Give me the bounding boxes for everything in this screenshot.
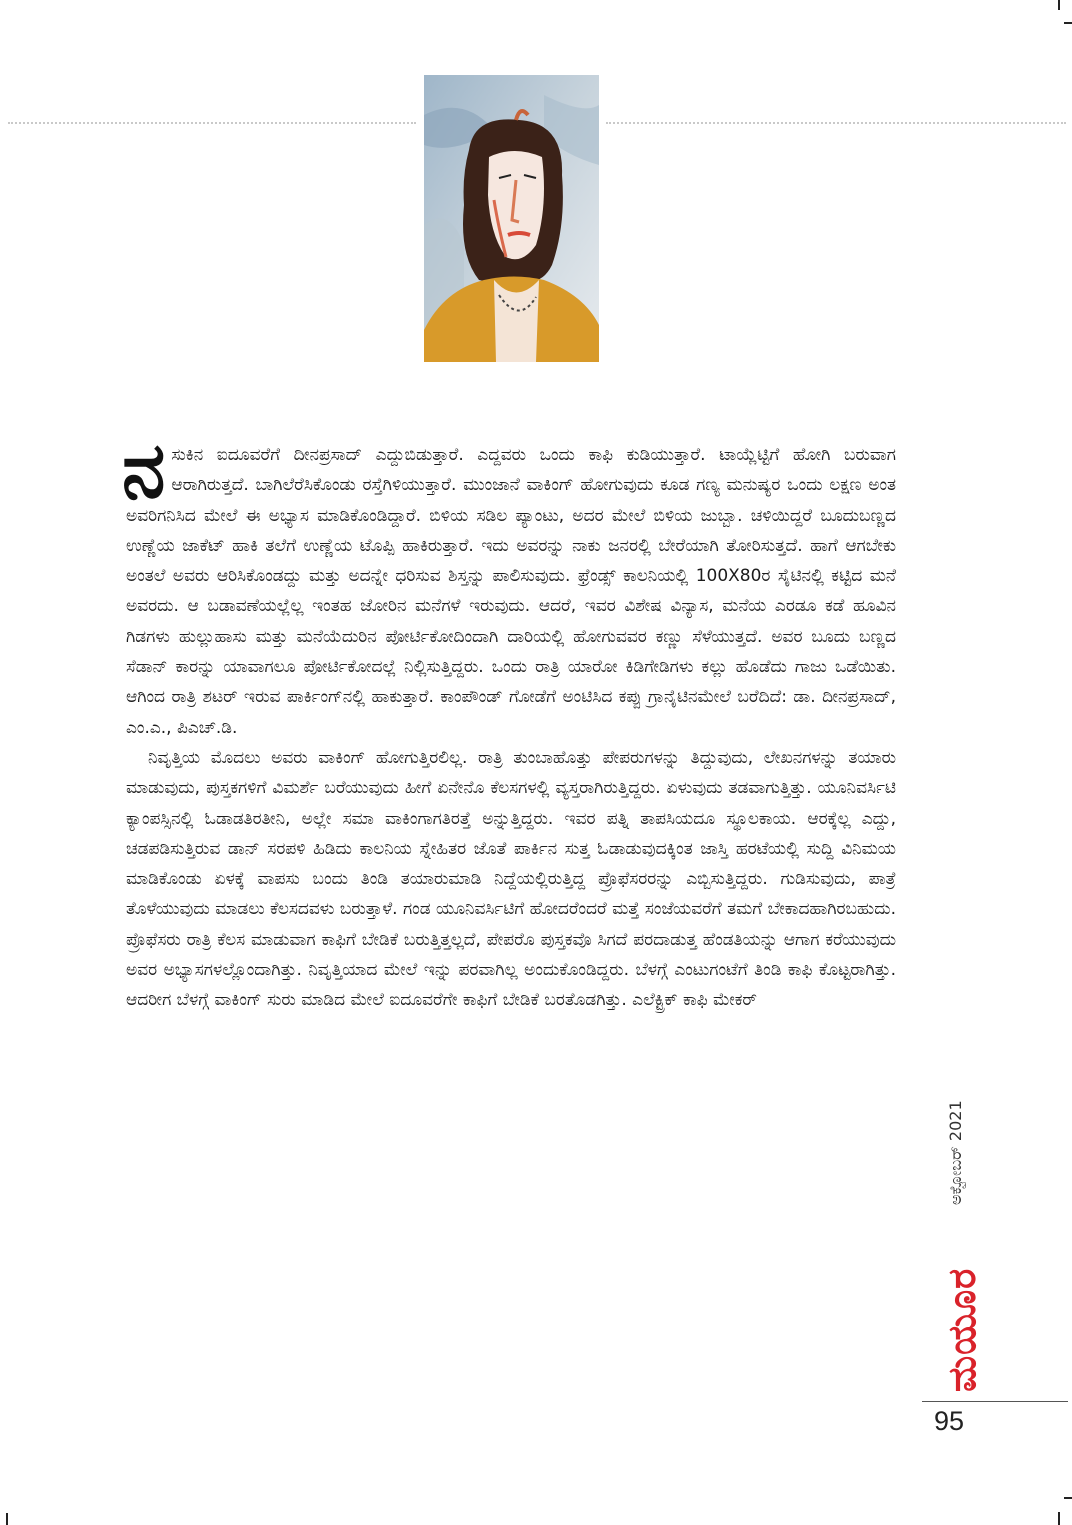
paragraph-1-text: ಸುಕಿನ ಐದೂವರೆಗೆ ದೀನಪ್ರಸಾದ್ ಎದ್ದುಬಿಡುತ್ತಾರೆ. ಎದ್ದವರು ಒಂದು ಕಾಫಿ ಕುಡಿಯುತ್ತಾರೆ. ಟಾಯ್ಲೆಟ್ಟಿಗೆ ಹೋಗಿ ಬರುವಾಗ ಆರಾಗಿರುತ್ತದೆ. ಬಾಗಿಲೆರೆಸಿಕೊಂಡು ರಸ್ತೆಗಿಳಿಯುತ್ತಾರೆ. ಮುಂಜಾನೆ ವಾಕಿಂಗ್ ಹೋಗುವುದು ಕೂಡ ಗಣ್ಯ ಮನುಷ್ಯರ ಒಂದು ಲಕ್ಷಣ ಅಂತ ಅವರಿಗನಿಸಿದ ಮೇಲೆ ಈ ಅಭ್ಯಾಸ ಮಾಡಿಕೊಂಡಿದ್ದಾರೆ. ಬಿಳಿಯ ಸಡಿಲ ಪ್ಯಾಂಟು, ಅದರ ಮೇಲೆ ಬಿಳಿಯ ಜುಬ್ಬಾ. ಚಳಿಯಿದ್ದರೆ ಬೂದುಬಣ್ಣದ ಉಣ್ಣೆಯ ಜಾಕೆಟ್ ಹಾಕಿ ತಲೆಗೆ ಉಣ್ಣೆಯ ಟೊಪ್ಪಿ ಹಾಕಿರುತ್ತಾರೆ. ಇದು ಅವರನ್ನು ನಾಕು ಜನರಲ್ಲಿ ಬೇರೆಯಾಗಿ ತೋರಿಸುತ್ತದೆ. ಹಾಗೆ ಆಗಬೇಕು ಅಂತಲೆ ಅವರು ಆರಿಸಿಕೊಂಡದ್ದು ಮತ್ತು ಅದನ್ನೇ ಧರಿಸುವ ಶಿಸ್ತನ್ನು ಪಾಲಿಸುವುದು. ಫ್ರೆಂಡ್ಸ್ ಕಾಲನಿಯಲ್ಲಿ 100X80ರ ಸೈಟಿನಲ್ಲಿ ಕಟ್ಟಿದ ಮನೆ ಅವರದು. ಆ ಬಡಾವಣೆಯಲ್ಲೆಲ್ಲ ಇಂತಹ ಜೋರಿನ ಮನೆಗಳೆ ಇರುವುದು. ಆದರೆ, ಇವರ ವಿಶೇಷ ವಿನ್ಯಾಸ, ಮನೆಯ ಎರಡೂ ಕಡೆ ಹೂವಿನ ಗಿಡಗಳು ಹುಲ್ಲುಹಾಸು ಮತ್ತು ಮನೆಯೆದುರಿನ ಪೋರ್ಟಿಕೋದಿಂದಾಗಿ ದಾರಿಯಲ್ಲಿ ಹೋಗುವವರ ಕಣ್ಣು ಸೆಳೆಯುತ್ತದೆ. ಅವರ ಬೂದು ಬಣ್ಣದ ಸೆಡಾನ್ ಕಾರನ್ನು ಯಾವಾಗಲೂ ಪೋರ್ಟಿಕೋದಲ್ಲೆ ನಿಲ್ಲಿಸುತ್ತಿದ್ದರು. ಒಂದು ರಾತ್ರಿ ಯಾರೋ ಕಿಡಿಗೇಡಿಗಳು ಕಲ್ಲು ಹೊಡೆದು ಗಾಜು ಒಡೆಯಿತು. ಆಗಿಂದ ರಾತ್ರಿ ಶಟರ್ ಇರುವ ಪಾರ್ಕಿಂಗ್‌ನಲ್ಲಿ ಹಾಕುತ್ತಾರೆ. ಕಾಂಪೌಂಡ್ ಗೋಡೆಗೆ ಅಂಟಿಸಿದ ಕಪ್ಪು ಗ್ರಾನೈಟಿನಮೇಲೆ ಬರೆದಿದೆ: ಡಾ. ದೀನಪ್ರಸಾದ್, ಎಂ.ಎ., ಪಿಎಚ್.ಡಿ. (126, 445, 896, 738)
dotted-rule-left (8, 122, 416, 124)
magazine-logo: ಮಯೂರ (940, 1267, 984, 1392)
crop-mark (6, 1513, 8, 1525)
article-body (122, 426, 896, 1016)
page-number: 95 (934, 1406, 965, 1436)
crop-mark (1064, 22, 1072, 24)
crop-mark (1058, 1512, 1060, 1525)
article-paragraph-1 (122, 426, 896, 743)
portrait-illustration (424, 75, 599, 362)
footer-rule (922, 1401, 1068, 1402)
issue-date: ಅಕ್ಟೋಬರ್ 2021 (946, 1100, 965, 1205)
dotted-rule-right (606, 122, 1066, 124)
crop-mark (1058, 0, 1060, 10)
article-paragraph-2: ನಿವೃತ್ತಿಯ ಮೊದಲು ಅವರು ವಾಕಿಂಗ್ ಹೋಗುತ್ತಿರಲಿಲ್ಲ. ರಾತ್ರಿ ತುಂಬಾಹೊತ್ತು ಪೇಪರುಗಳನ್ನು ತಿದ್ದುವುದು, ಲೇಖನಗಳನ್ನು ತಯಾರು ಮಾಡುವುದು, ಪುಸ್ತಕಗಳಿಗೆ ವಿಮರ್ಶೆ ಬರೆಯುವುದು ಹೀಗೆ ಏನೇನೊ ಕೆಲಸಗಳಲ್ಲಿ ವ್ಯಸ್ತರಾಗಿರುತ್ತಿದ್ದರು. ಏಳುವುದು ತಡವಾಗುತ್ತಿತ್ತು. ಯೂನಿವರ್ಸಿಟಿ ಕ್ಯಾಂಪಸ್ಸಿನಲ್ಲಿ ಓಡಾಡತಿರತೀನಿ, ಅಲ್ಲೇ ಸಮಾ ವಾಕಿಂಗಾಗತಿರತ್ತೆ ಅನ್ನುತ್ತಿದ್ದರು. ಇವರ ಪತ್ನಿ ತಾಪಸಿಯದೂ ಸ್ಥೂಲಕಾಯ. ಆರಕ್ಕೆಲ್ಲ ಎದ್ದು, ಚಡಪಡಿಸುತ್ತಿರುವ ಡಾನ್ ಸರಪಳಿ ಹಿಡಿದು ಕಾಲನಿಯ ಸ್ನೇಹಿತರ ಜೊತೆ ಪಾರ್ಕಿನ ಸುತ್ತ ಓಡಾಡುವುದಕ್ಕಿಂತ ಜಾಸ್ತಿ ಹರಟೆಯಲ್ಲಿ ಸುದ್ದಿ ವಿನಿಮಯ ಮಾಡಿಕೊಂಡು ಏಳಕ್ಕೆ ವಾಪಸು ಬಂದು ತಿಂಡಿ ತಯಾರುಮಾಡಿ ನಿದ್ದೆಯಲ್ಲಿರುತ್ತಿದ್ದ ಪ್ರೊಫೆಸರರನ್ನು ಎಬ್ಬಿಸುತ್ತಿದ್ದರು. ಗುಡಿಸುವುದು, ಪಾತ್ರೆ ತೊಳೆಯುವುದು ಮಾಡಲು ಕೆಲಸದವಳು ಬರುತ್ತಾಳೆ. ಗಂಡ ಯೂನಿವರ್ಸಿಟಿಗೆ ಹೋದರೆಂದರೆ ಮತ್ತೆ ಸಂಜೆಯವರೆಗೆ ತಮಗೆ ಬೇಕಾದಹಾಗಿರಬಹುದು. ಪ್ರೊಫೆಸರು ರಾತ್ರಿ ಕೆಲಸ ಮಾಡುವಾಗ ಕಾಫಿಗೆ ಬೇಡಿಕೆ ಬರುತ್ತಿತ್ತಲ್ಲದೆ, ಪೇಪರೊ ಪುಸ್ತಕವೊ ಸಿಗದೆ ಪರದಾಡುತ್ತ ಹೆಂಡತಿಯನ್ನು ಆಗಾಗ ಕರೆಯುವುದು ಅವರ ಅಭ್ಯಾಸಗಳಲ್ಲೊಂದಾಗಿತ್ತು. ನಿವೃತ್ತಿಯಾದ ಮೇಲೆ ಇನ್ನು ಪರವಾಗಿಲ್ಲ ಅಂದುಕೊಂಡಿದ್ದರು. ಬೆಳಗ್ಗೆ ಎಂಟುಗಂಟೆಗೆ ತಿಂಡಿ ಕಾಫಿ ಕೊಟ್ಟರಾಗಿತ್ತು. ಆದರೀಗ ಬೆಳಗ್ಗೆ ವಾಕಿಂಗ್ ಸುರು ಮಾಡಿದ ಮೇಲೆ ಐದೂವರೆಗೇ ಕಾಫಿಗೆ ಬೇಡಿಕೆ ಬರತೊಡಗಿತ್ತು. ಎಲೆಕ್ಟ್ರಿಕ್ ಕಾಫಿ ಮೇಕರ್ (126, 747, 896, 1011)
crop-mark (1064, 1497, 1072, 1499)
drop-cap: ನ (122, 426, 166, 516)
